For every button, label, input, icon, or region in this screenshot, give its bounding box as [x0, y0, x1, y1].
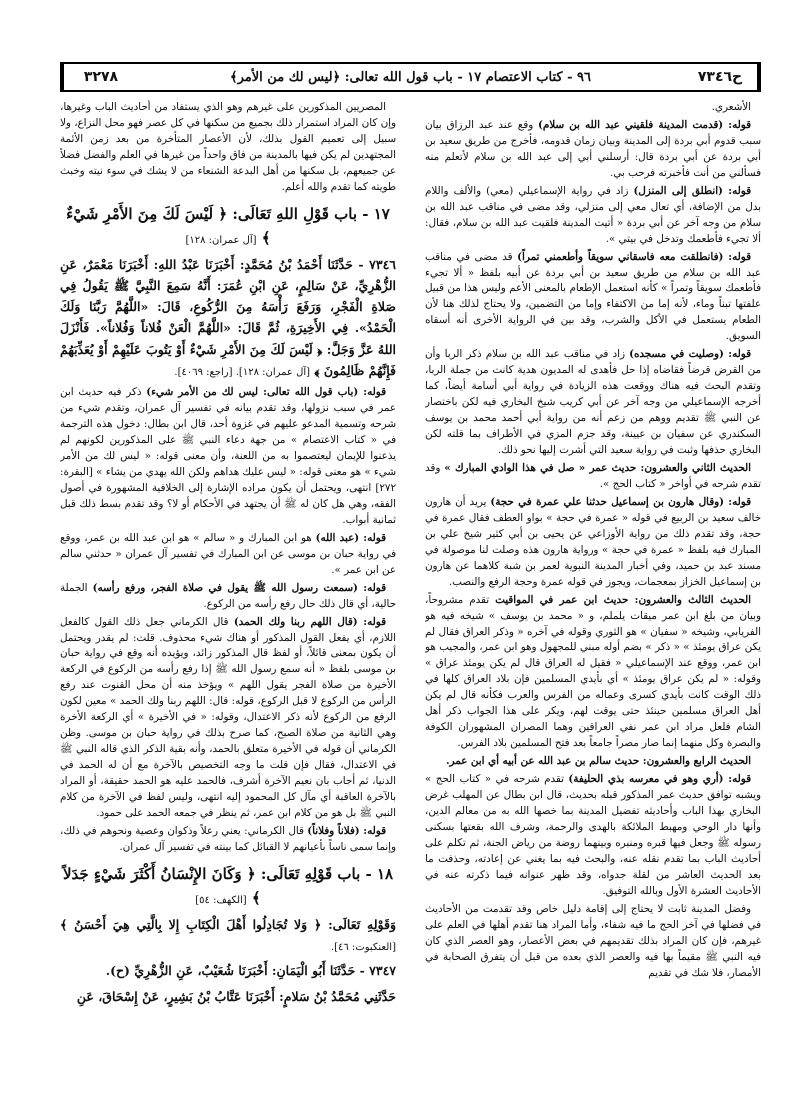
paragraph-lead: الحديث الثالث والعشرون: حديث ابن عمر في المواقيت [495, 593, 751, 606]
paragraph-text: وفضل المدينة ثابت لا يحتاج إلى إقامة دليل خاص وقد تقدمت من الأحاديث في فضلها في آخر الحج ما فيه شفاء، وأما المراد هنا تقدم أهلها في العلم على غيرهم، فإن كان المراد بذلك تقديمهم في بعض الأعصار، وهو العصر الذي كان فيه النبي ﷺ مقيماً بها فيه والعصر الذي بعده من قبل أن يتفرق الصحابة في الأمصار، فلا شك في تقديم [425, 902, 761, 979]
commentary-paragraph [425, 184, 761, 248]
hadith-7347-line-1: ٧٣٤٧ - حَدَّثَنَا أَبُو الْيَمَانِ: أَخْبَرَنَا شُعَيْبٌ، عَنِ الزُّهْرِيِّ (ح). [105, 963, 396, 979]
paragraph-text: يريد أن هارون خالف سعيد بن الربيع في قوله « عمرة في حجة » بواو العطف فقال عمرة في حجة، وقد تقدم ذلك من رواية الأوزاعي عن يحيى بن أبي كثير شيخ علي بن المبارك فيه بلفظ « عمرة في حجة » ورواية هارون هذه وصلت لنا موصولة في مسند عبد بن حميد، وفي أخبار المدينة النبوية لعمر بن شبة كلاهما عن هارون بن إسماعيل الخزاز بمعجمات، ويجوز في قوله عمرة وحجة الرفع والنصب. [425, 495, 761, 588]
paragraph-lead: قوله: (قال اللهم ربنا ولك الحمد) [233, 615, 386, 628]
paragraph-lead: قوله: (أري وهو في معرسه بذي الحليفة) [568, 773, 751, 786]
commentary-paragraph [425, 772, 761, 900]
commentary-paragraph [60, 581, 396, 613]
paragraph-lead: قوله: (وقال هارون بن إسماعيل حدثنا علي عمرة في حجة) [490, 495, 751, 508]
paragraph-lead: قوله: (باب قول الله تعالى: ليس لك من الأمر شيء) [146, 386, 386, 399]
hadith-range: ح٧٣٤٦ [683, 64, 759, 90]
commentary-paragraph [60, 531, 396, 579]
paragraph-text: زاد في رواية الإسماعيلي (معي) والألف واللام بدل من الإضافة، أي تعال معي إلى منزلي، وقد مضى في مناقب عبد الله بن سلام من وجه آخر عن أبي بردة « أتيت المدينة فلقيت عبد الله بن سلام، فقال: ألا تجيء فأطعمك وتدخل في بيتي ». [425, 184, 761, 245]
commentary-paragraph [425, 495, 761, 591]
paragraph-lead: قوله: (سمعت رسول الله ﷺ يقول في صلاة الفجر، ورفع رأسه) [92, 581, 386, 594]
hadith-7347-line-2: حَدَّثَنِي مُحَمَّدُ بْنُ سَلامٍ: أَخْبَرَنَا عَتَّابُ بْنُ بَشِيرٍ، عَنْ إِسْحَاقَ، عَنِ [76, 988, 396, 1004]
page-header [60, 62, 761, 92]
hadith-7346 [60, 254, 396, 382]
chapter-18-ref: [الكهف: ٥٤] [195, 894, 247, 906]
verse-quote [60, 914, 396, 957]
chapter-18-title: ١٨ - باب قَوْلِهِ تَعَالَى: ﴿ وَكَانَ الإِنْسَانُ أَكْثَرَ شَيْءٍ جَدَلاً ﴾ [62, 864, 394, 907]
commentary-paragraph [425, 754, 761, 770]
chapter-17-ref: [آل عمران: ١٢٨] [185, 234, 257, 246]
paragraph-text: الأشعري. [711, 101, 751, 113]
paragraph-text: وقع عند عبد الرزاق بيان سبب قدوم أبي بردة إلى المدينة وبيان زمان قدومه، فأخرج من طريق سعيد بن أبي بردة عن أبي بردة قال: أرسلني أبي إلى عبد الله بن سلام لأتعلم منه فسألني من أنت فأخبرته فرحب بي. [425, 118, 761, 179]
paragraph-text: هو ابن المبارك و « سالم » هو ابن عبد الله بن عمر، ووقع في رواية حبان بن موسى عن ابن المبارك في تفسير آل عمران « حدثني سالم عن ابن عمر ». [60, 531, 396, 576]
paragraph-text: زاد في مناقب عبد الله بن سلام ذكر الربا وأن من القرض قرضاً فقاضاه إذا حل فأهدى له المديون هدية كانت من جملة الربا، وتقدم البحث فيه هناك ووقعت هذه الزيادة في رواية أبي أسامة أيضاً، كما أخرجه الإسماعيلي من وجه آخر عن أبي كريب شيخ البخاري فيه لكن باختصار عن النبي ﷺ تقديم ووهم من زعم أنه من رواية أبي أحمد محمد بن يوسف السكندري عن سفيان بن عيينة، وقد جزم المزي في الأطراف بما قلته لكن البخاري حذفها وثبت في رواية سعيد التي أشرت إليها نحو ذلك. [425, 348, 761, 457]
paragraph-text: تقدم مشروحاً، وبيان من بلغ ابن عمر ميقات يلملم، و « محمد بن يوسف » شيخه فيه هو الفريابي، وشيخه « سفيان » هو الثوري وقوله في آخره « وذكر العراق فقال لم يكن عراق يومئذ » « ذكر » بضم أوله مبني للمجهول وهو ابن عمر، والمجيب هو ابن عمر، ووقع عند الإسماعيلي « فقيل له العراق قال لم يكن يومئذ عراق » وقوله: « لم يكن عراق يومئذ » أي بأيدي المسلمين فإن بلاد العراق كلها في ذلك الوقت كانت بأيدي كسرى وعماله من الفرس والعرب فكأنه قال لم يكن أهل العراق مسلمين حينئذ حتى يوقت لهم، ويكر على هذا الجواب ذكر أهل الشام فلعل مراد ابن عمر نفي العراقين وهما المصران المشهوران الكوفة والبصرة وكل منهما إنما صار مصراً جامعاً بعد فتح المسلمين بلاد الفرس. [425, 593, 761, 750]
chapter-18-heading [60, 862, 396, 910]
paragraph-lead: قوله: (وصليت في مسجده) [629, 348, 751, 361]
paragraph-text: قد مضى في مناقب عبد الله بن سلام من طريق سعيد بن أبي بردة عن أبيه بلفظ « ألا تجيء فأطعمك سويقاً وتمراً » كأنه استعمل الإطعام بالمعنى الأعم وليس هذا من قبيل علفتها تبناً وماء، لأنه إما من الاكتفاء وإما من التضمين، ولا يحتاج لذلك هنا لأن الطعام يستعمل في الأكل والشرب، وقد بين في الرواية الأخرى أنه أسقاه السويق. [425, 250, 761, 343]
paragraph-lead: قوله: (فانطلقت معه فاسقاني سويقاً وأطعمني تمراً) [517, 250, 751, 263]
running-title: ٩٦ - كتاب الاعتصام ١٧ - باب قول الله تعالى: ﴿ليس لك من الأمر﴾ [230, 69, 591, 85]
commentary-paragraph [60, 615, 396, 822]
commentary-paragraph [425, 100, 761, 116]
paragraph-text: قال الكرماني جعل ذلك القول كالفعل اللازم، أي يفعل القول المذكور أو هناك شيء محذوف. قلت: لم يقدر ويحتمل أن يكون بمعنى قائلاً، أو لفظ قال المذكور زائد، ويؤيده أنه وقع في رواية حبان بن موسى بلفظ « أنه سمع رسول الله ﷺ إذا رفع رأسه من الركوع في الركعة الأخيرة من صلاة الفجر يقول اللهم » ويؤخذ منه أن محل القنوت عند رفع الرأس من الركوع لا قبل الركوع، قوله: قال: اللهم ربنا ولك الحمد » معين لكون الرفع من الركوع لأنه ذكر الاعتدال، وقوله: « في الأخيرة » أي الركعة الأخرة وهي الثانية من صلاة الصبح، كما صرح بذلك في رواية حبان بن موسى. وظن الكرماني أن قوله في الأخيرة متعلق بالحمد، وأنه بقية الذكر الذي قاله النبي ﷺ في الاعتدال، فقال فإن قلت ما وجه التخصيص بالآخرة مع أن له الحمد في الدنيا، ثم أجاب بان نعيم الآخرة أشرف، فالحمد عليه هو الحمد حقيقة، أو المراد بالآخرة العاقبة أي مآل كل المحمود إليه انتهى، وليس لفظ في الآخرة من كلام النبي ﷺ بل هو من كلام ابن عمر، ثم ينظر في جمعه الحمد على حمود. [60, 615, 396, 819]
paragraph-text: قال الكرماني: يعني رعلاً وذكوان وعصية ونحوهم في ذلك، وإنما سمى ناساً بأعيانهم لا القبائل كما بينته في تفسير آل عمران. [60, 824, 396, 853]
commentary-paragraph [60, 100, 396, 196]
hadith-7346-ref: [آل عمران: ١٢٨]. [راجع: ٤٠٦٩]. [174, 366, 311, 378]
chapter-17-title: ١٧ - باب قَوْلِ اللهِ تَعَالَى: ﴿ لَيْسَ لَكَ مِنَ الأَمْرِ شَيْءٌ ﴾ [66, 204, 390, 247]
chapter-17-heading [60, 202, 396, 250]
paragraph-text: ذكر فيه حديث ابن عمر في سبب نزولها، وقد تقدم بيانه في تفسير آل عمران، وتقدم شيء من شرحه وتسمية المدعو عليهم في غزوة أحد، قال ابن بطال: دخول هذه الترجمة في « كتاب الاعتصام » من جهة دعاء النبي ﷺ على المذكورين لكونهم لم يذعنوا للإيمان ليعتصموا به من اللعنة، وأن معنى قوله: « ليس لك من الأمر شيء » هو معنى قوله: « ليس عليك هداهم ولكن الله يهدي من يشاء » [البقرة: ٢٧٢] انتهى، ويحتمل أن يكون مراده الإشارة إلى الخلافية المشهورة في أصول الفقه، وهي هل كان له ﷺ أن يجتهد في الأحكام أو لا؟ وقد تقدم بسط ذلك قبل ثمانية أبواب. [60, 386, 396, 526]
paragraph-text: المصريين المذكورين على غيرهم وهو الذي يستفاد من أحاديث الباب وغيرها، وإن كان المراد استمرار ذلك بجميع من سكنها في كل عصر فهو محل النزاع، ولا سبيل إلى تعميم القول بذلك، لأن الأعصار المتأخرة من بعد زمن الأئمة المجتهدين لم يكن فيها بالمدينة من فاق واحداً من غيرها في العلم والفضل فضلاً عن جميعهم، بل سكنها من أهل البدعة الشنعاء من لا يشك في سوء نيته وخبث طويته كما تقدم والله أعلم. [60, 101, 396, 193]
paragraph-lead: الحديث الرابع والعشرون: حديث سالم بن عبد الله عن أبيه أي ابن عمر. [445, 755, 751, 768]
hadith-7346-text: ٧٣٤٦ - حَدَّثَنَا أَحْمَدُ بْنُ مُحَمَّدٍ: أَخْبَرَنَا عَبْدُ اللهِ: أَخْبَرَنَا مَعْمَرٌ، عَنِ الزُّهْرِيِّ، عَنْ سَالِمٍ، عَنِ ابْنِ عُمَرَ: أَنَّهُ سَمِعَ النَّبِيَّ ﷺ يَقُولُ فِي صَلاةِ الْفَجْرِ، وَرَفَعَ رَأْسَهُ مِنَ الرُّكُوعِ، قَالَ: «اللَّهُمَّ رَبَّنَا وَلَكَ الْحَمْدُ». فِي الأَخِيرَةِ، ثُمَّ قَالَ: «اللَّهُمَّ الْعَنْ فُلاناً وَفُلاناً». فَأَنْزَلَ اللهُ عَزَّ وَجَلَّ: ﴿ لَيْسَ لَكَ مِنَ الأَمْرِ شَيْءٌ أَوْ يَتُوبَ عَلَيْهِمْ أَوْ يُعَذِّبَهُمْ فَإِنَّهُمْ ظَالِمُونَ ﴾ [60, 256, 396, 378]
commentary-paragraph [425, 118, 761, 182]
commentary-paragraph [425, 593, 761, 753]
paragraph-text: تقدم شرحه في « كتاب الحج » ويشبه توافق حديث عمر المذكور قبله بحديث، قال ابن بطال عن المهلب غرض البخاري بهذا الباب وأحاديثه تفضيل المدينة بما خصها الله به من معالم الدين، وأنها دار الوحي ومهبط الملائكة بالهدى والرحمة، وشرف الله بقعتها بسكنى رسوله ﷺ وجعل فيها قبره ومنبره وبينهما روضة من رياض الجنة، ثم تكلم على أحاديث الباب بما تقدم نقله عنه، والبحث فيه بما يغني عن إعادته، وحذفت ما بعد الحديث العاشر من لقلة جدواه، وقد ظهر عنوانه فيما ذكرته عنه في الأحاديث العشرة الأول وبالله التوفيق. [425, 773, 761, 897]
left-column [60, 100, 396, 1110]
commentary-paragraph [60, 824, 396, 856]
commentary-paragraph [425, 902, 761, 982]
paragraph-lead: الحديث الثاني والعشرون: حديث عمر « صل في هذا الوادي المبارك » [444, 461, 752, 474]
paragraph-lead: قوله: (عبد الله) [315, 531, 386, 544]
paragraph-text: وقد تقدم شرحه في أواخر « كتاب الحج ». [425, 461, 761, 490]
commentary-paragraph [60, 385, 396, 529]
right-column [425, 100, 761, 1110]
paragraph-text: الجملة حالية، أي قال ذلك حال رفع رأسه من الركوع. [60, 581, 396, 610]
verse-text: وَقَوْلِهِ تَعَالَى: ﴿ وَلا تُجَادِلُوا أَهْلَ الْكِتَابِ إِلا بِالَّتِي هِيَ أَحْسَنُ ﴾ [60, 916, 396, 932]
paragraph-lead: قوله: (انطلق إلى المنزل) [633, 184, 752, 197]
verse-ref: [العنكبوت: ٤٦]. [330, 942, 396, 954]
commentary-paragraph [425, 250, 761, 346]
commentary-paragraph [425, 347, 761, 459]
commentary-paragraph [425, 461, 761, 493]
paragraph-lead: قوله: (فلاناً وفلاناً) [307, 824, 386, 837]
paragraph-lead: قوله: (قدمت المدينة فلقيني عبد الله بن سلام) [538, 118, 751, 131]
page-number: ٣٢٧٨ [62, 64, 138, 90]
